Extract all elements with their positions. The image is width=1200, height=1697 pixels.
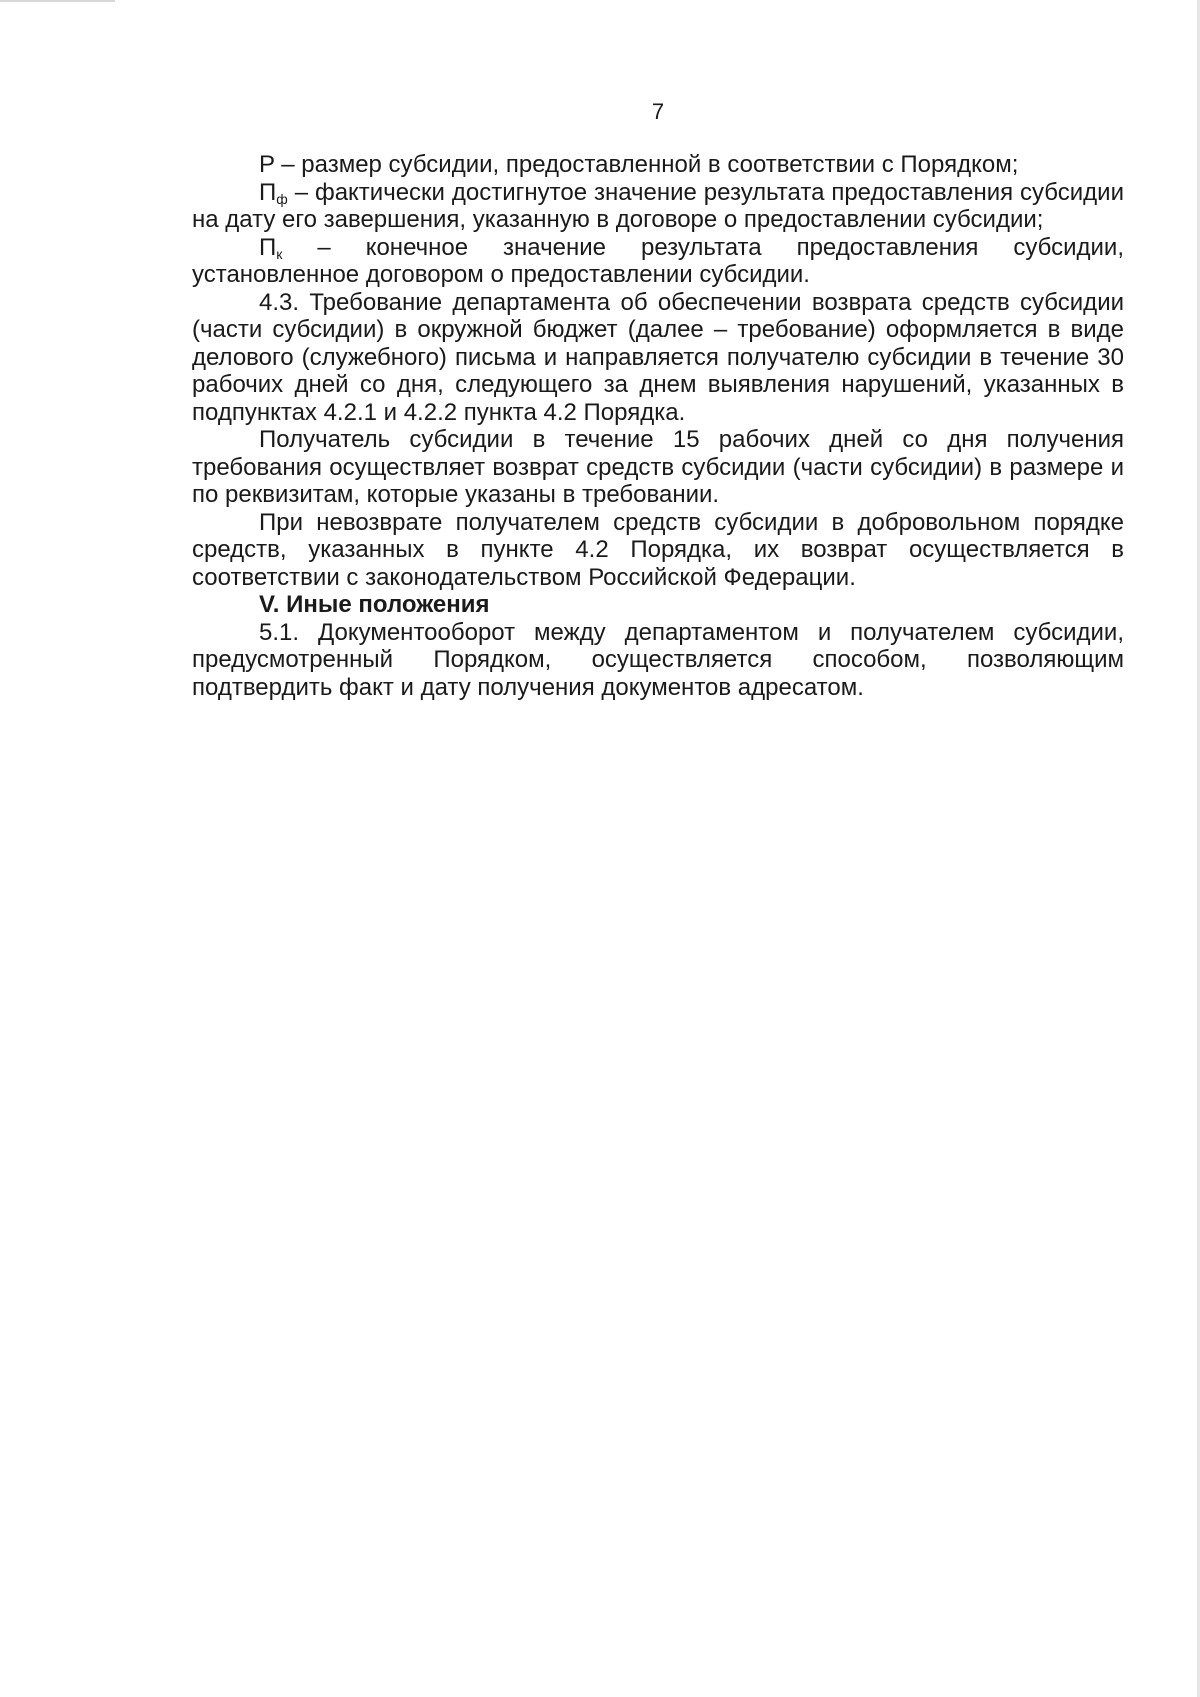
document-body	[192, 151, 1124, 701]
term-subscript-pk: к	[276, 245, 283, 262]
formula-term-p	[192, 151, 1124, 179]
paragraph-5-1: 5.1. Документооборот между департаментом и получателем субсидии, предусмотренный Порядком, осуществляется способом, позволяющим подтвердить факт и дату получения документов адресатом.	[192, 618, 1124, 701]
term-symbol-pk: П	[259, 233, 277, 261]
paragraph-non-return: При невозврате получателем средств субсидии в добровольном порядке средств, указанных в пункте 4.2 Порядка, их возврат осуществляется в соответствии с законодательством Российской Федерации.	[192, 508, 1124, 591]
term-definition-pk: – конечное значение результата предоставления субсидии, установленное договором о предоставлении субсидии.	[192, 233, 1124, 288]
term-symbol-p: P	[259, 151, 275, 178]
formula-term-pk	[192, 234, 1124, 289]
paragraph-4-3: 4.3. Требование департамента об обеспечении возврата средств субсидии (части субсидии) в окружной бюджет (далее – требование) оформляется в виде делового (служебного) письма и направляется получателю субсидии в течение 30 рабочих дней со дня, следующего за днем выявления нарушений, указанных в подпунктах 4.2.1 и 4.2.2 пункта 4.2 Порядка.	[192, 288, 1124, 426]
page-number: 7	[651, 99, 665, 124]
term-definition-pf: – фактически достигнутое значение результата предоставления субсидии на дату его завершения, указанную в договоре о предоставлении субсидии;	[192, 178, 1124, 233]
term-subscript-pf: ф	[276, 190, 288, 207]
term-symbol-pf: П	[259, 178, 277, 206]
section-v-heading: V. Иные положения	[259, 591, 490, 618]
term-definition-p: – размер субсидии, предоставленной в соответствии с Порядком;	[274, 151, 1019, 178]
scan-edge-top	[0, 0, 115, 2]
paragraph-recipient-return: Получатель субсидии в течение 15 рабочих дней со дня получения требования осуществляет возврат средств субсидии (части субсидии) в размере и по реквизитам, которые указаны в требовании.	[192, 426, 1124, 508]
formula-term-pf	[192, 179, 1124, 234]
